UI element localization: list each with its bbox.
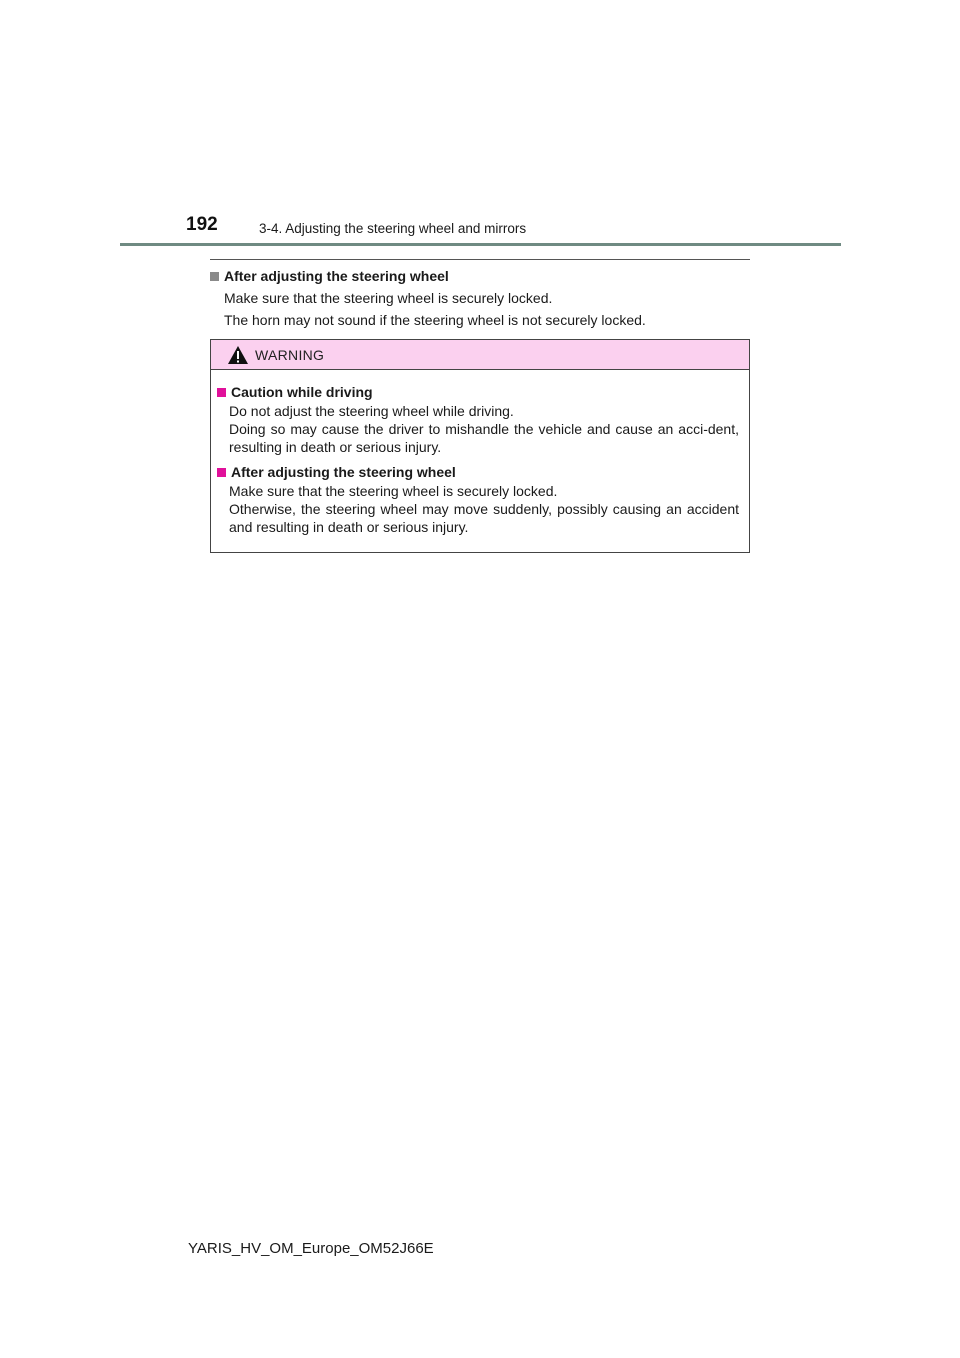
note-line: The horn may not sound if the steering wheel is not securely locked. — [224, 312, 646, 328]
warning-item-heading-text: After adjusting the steering wheel — [231, 464, 456, 480]
warning-item-heading — [217, 462, 739, 482]
warning-item — [217, 462, 739, 536]
pink-square-bullet-icon — [217, 468, 226, 477]
content-rule — [210, 259, 750, 260]
warning-triangle-icon — [227, 345, 249, 365]
section-title: 3-4. Adjusting the steering wheel and mirrors — [259, 221, 527, 236]
footer-doc-id: YARIS_HV_OM_Europe_OM52J66E — [188, 1240, 434, 1257]
warning-body — [211, 370, 749, 536]
warning-item-line: Do not adjust the steering wheel while driving. — [229, 403, 514, 419]
note-line: Make sure that the steering wheel is securely locked. — [224, 290, 553, 306]
warning-item-line: Doing so may cause the driver to mishandle the vehicle and cause an acci-dent, resulting in death or serious injury. — [229, 421, 739, 455]
page-number: 192 — [186, 214, 218, 235]
warning-item-heading — [217, 382, 739, 402]
warning-header — [211, 340, 749, 370]
warning-label: WARNING — [255, 346, 325, 363]
note-heading-text: After adjusting the steering wheel — [224, 268, 449, 284]
pink-square-bullet-icon — [217, 388, 226, 397]
warning-item-heading-text: Caution while driving — [231, 384, 373, 400]
header-rule — [120, 243, 841, 246]
warning-box — [210, 339, 750, 553]
warning-item — [217, 382, 739, 456]
note-section — [210, 266, 750, 330]
warning-item-line: Otherwise, the steering wheel may move suddenly, possibly causing an accident and resulting in death or serious injury. — [229, 501, 739, 535]
note-heading — [210, 266, 750, 286]
gray-square-bullet-icon — [210, 272, 219, 281]
warning-item-line: Make sure that the steering wheel is securely locked. — [229, 483, 558, 499]
